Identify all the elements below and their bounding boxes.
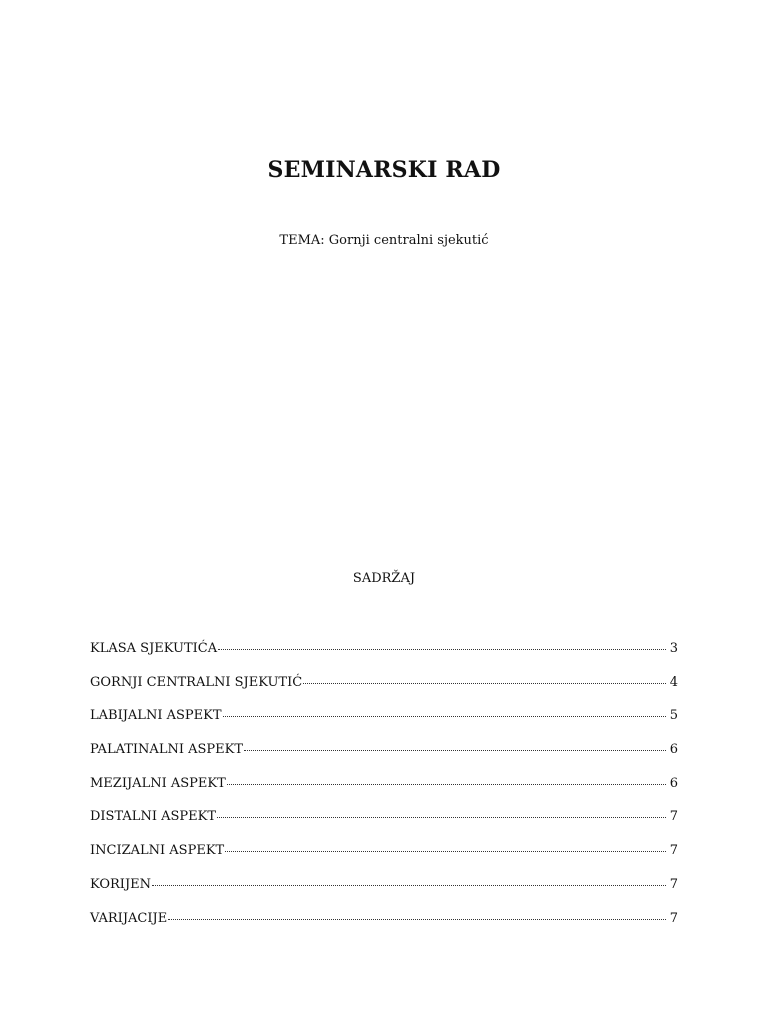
toc-entry-label: MEZIJALNI ASPEKT (90, 775, 226, 791)
toc-entry[interactable] (90, 775, 678, 809)
toc-dot-leader (223, 715, 667, 717)
toc-entry[interactable] (90, 842, 678, 876)
toc-entry-label: INCIZALNI ASPEKT (90, 843, 225, 859)
toc-entry-page: 4 (669, 674, 678, 690)
toc-entry[interactable] (90, 707, 678, 741)
toc-entry-page: 3 (669, 641, 678, 656)
toc-entry[interactable] (90, 741, 678, 775)
toc-entry[interactable] (90, 640, 678, 674)
toc-entry-page: 7 (669, 910, 678, 926)
table-of-contents (90, 640, 678, 943)
toc-entry[interactable] (90, 876, 678, 910)
toc-entry[interactable] (90, 808, 678, 842)
toc-entry-label: VARIJACIJE (90, 910, 168, 926)
toc-entry-label: KLASA SJEKUTIĆA (90, 641, 218, 656)
toc-dot-leader (244, 749, 666, 751)
toc-entry-label: PALATINALNI ASPEKT (90, 742, 244, 758)
toc-entry[interactable] (90, 910, 678, 944)
toc-entry-page: 6 (669, 775, 678, 791)
toc-entry-label: GORNJI CENTRALNI SJEKUTIĆ (90, 674, 303, 690)
toc-entry-page: 7 (669, 809, 678, 825)
toc-dot-leader (218, 648, 666, 650)
toc-entry-label: DISTALNI ASPEKT (90, 809, 217, 825)
toc-dot-leader (217, 816, 666, 818)
toc-dot-leader (303, 682, 666, 684)
toc-entry-label: LABIJALNI ASPEKT (90, 708, 222, 724)
toc-entry[interactable] (90, 674, 678, 708)
toc-entry-page: 5 (669, 708, 678, 724)
toc-dot-leader (227, 783, 666, 785)
toc-dot-leader (225, 850, 666, 852)
toc-entry-page: 7 (669, 843, 678, 859)
toc-heading: SADRŽAJ (352, 571, 416, 586)
toc-entry-label: KORIJEN (90, 876, 152, 892)
toc-entry-page: 6 (669, 742, 678, 758)
document-subtitle: TEMA: Gornji centralni sjekutić (279, 233, 489, 248)
toc-dot-leader (152, 884, 666, 886)
toc-dot-leader (168, 918, 666, 920)
document-title: SEMINARSKI RAD (267, 157, 501, 183)
toc-entry-page: 7 (669, 876, 678, 892)
